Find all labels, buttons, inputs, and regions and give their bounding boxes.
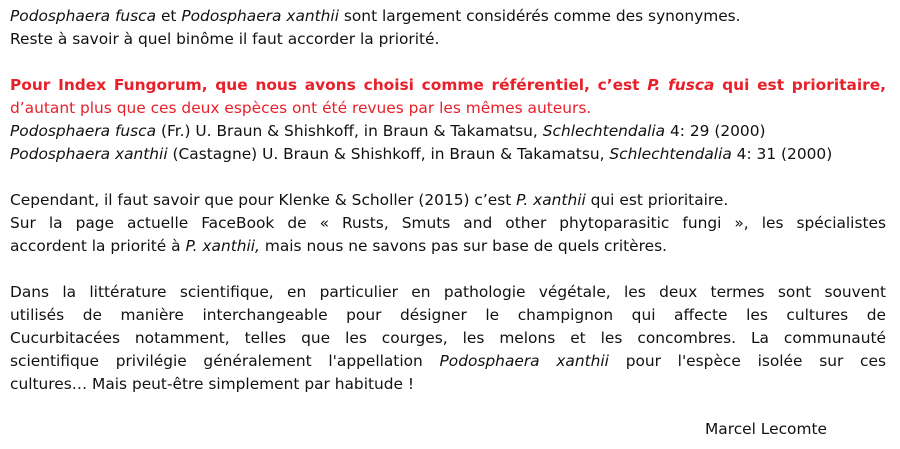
text-fragment: 4: 31 (2000) <box>731 145 833 163</box>
index-fungorum-statement <box>10 74 886 97</box>
journal-name: Schlechtendalia <box>542 122 666 140</box>
reference-fusca <box>10 120 886 143</box>
priority-line <box>10 235 886 258</box>
text-fragment: qui est prioritaire. <box>585 191 729 209</box>
text-fragment: 4: 29 (2000) <box>665 122 766 140</box>
index-fungorum-reason: d’autant plus que ces deux espèces ont été revues par les mêmes auteurs. <box>10 99 592 117</box>
literature-line-1: Dans la littérature scientifique, en particulier en pathologie végétale, les deux termes sont souvent <box>10 283 886 301</box>
paragraph-spacer <box>10 258 886 281</box>
species-name: Podosphaera fusca <box>10 122 157 140</box>
text-fragment: scientifique privilégie généralement l'appellation <box>10 352 440 370</box>
species-name: Podosphaera xanthii <box>10 145 168 163</box>
species-name: Podosphaera xanthii <box>181 7 339 25</box>
species-name: Podosphaera xanthii <box>439 352 609 370</box>
species-name: P. xanthii, <box>185 237 260 255</box>
text-fragment: qui est prioritaire, <box>714 76 886 94</box>
klenke-scholler-line <box>10 189 886 212</box>
text-fragment: et <box>156 7 182 25</box>
species-name: P. xanthii <box>516 191 586 209</box>
paragraph-spacer <box>10 166 886 189</box>
text-fragment: Cependant, il faut savoir que pour Klenke & Scholler (2015) c’est <box>10 191 517 209</box>
author-signature: Marcel Lecomte <box>705 420 827 438</box>
text-fragment: (Fr.) U. Braun & Shishkoff, in Braun & Takamatsu, <box>156 122 543 140</box>
reference-xanthii <box>10 143 886 166</box>
text-fragment: (Castagne) U. Braun & Shishkoff, in Braun & Takamatsu, <box>167 145 610 163</box>
text-fragment: accordent la priorité à <box>10 237 186 255</box>
literature-line-5: cultures… Mais peut-être simplement par habitude ! <box>10 375 415 393</box>
text-fragment: mais nous ne savons pas sur base de quels critères. <box>259 237 667 255</box>
text-fragment: Pour Index Fungorum, que nous avons choisi comme référentiel, c’est <box>10 76 648 94</box>
literature-line-3: Cucurbitacées notamment, telles que les courges, les melons et les concombres. La communauté <box>10 329 886 347</box>
facebook-line: Sur la page actuelle FaceBook de « Rusts, Smuts and other phytoparasitic fungi », les spécialistes <box>10 214 886 232</box>
literature-line-2: utilisés de manière interchangeable pour désigner le champignon qui affecte les cultures de <box>10 306 886 324</box>
species-name: P. fusca <box>647 76 715 94</box>
text-fragment: pour l'espèce isolée sur ces <box>608 352 886 370</box>
intro-line-1 <box>10 5 886 28</box>
literature-line-4 <box>10 350 886 373</box>
species-name: Podosphaera fusca <box>10 7 157 25</box>
text-fragment: sont largement considérés comme des synonymes. <box>338 7 741 25</box>
journal-name: Schlechtendalia <box>609 145 732 163</box>
intro-line-2: Reste à savoir à quel binôme il faut accorder la priorité. <box>10 30 440 48</box>
document-body <box>10 5 886 396</box>
paragraph-spacer <box>10 51 886 74</box>
